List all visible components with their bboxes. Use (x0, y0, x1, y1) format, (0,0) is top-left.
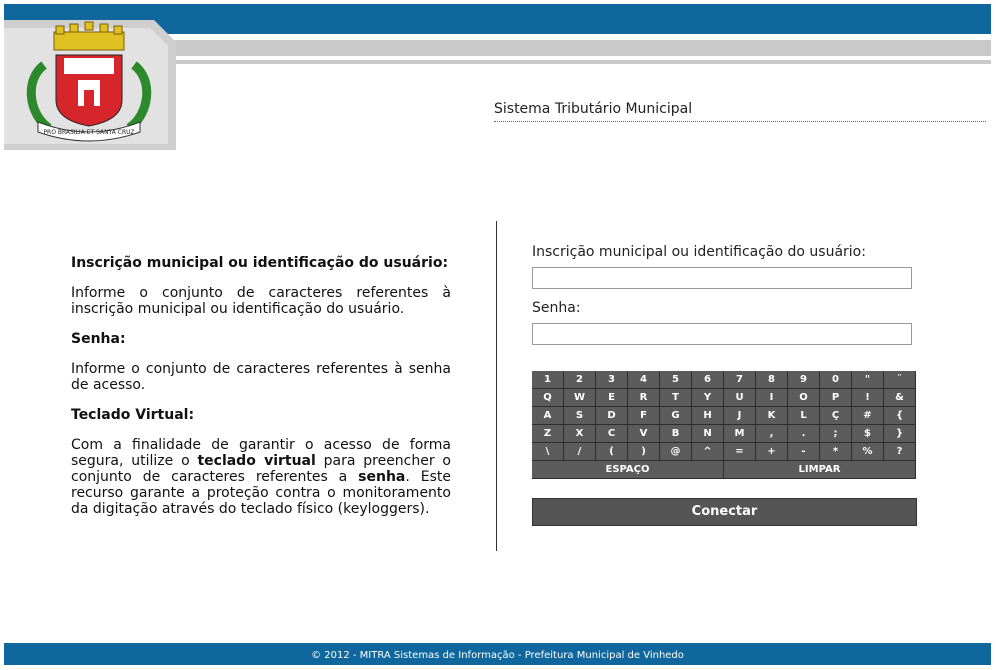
keyboard-key[interactable]: ; (820, 425, 852, 443)
header-band (160, 40, 991, 56)
help-keyboard-heading: Teclado Virtual: (71, 407, 195, 423)
keyboard-key[interactable]: 2 (564, 371, 596, 389)
keyboard-key[interactable]: / (564, 443, 596, 461)
keyboard-key[interactable]: 1 (532, 371, 564, 389)
virtual-keyboard (532, 371, 916, 479)
keyboard-key[interactable]: V (628, 425, 660, 443)
keyboard-key[interactable]: { (884, 407, 916, 425)
keyboard-key[interactable]: M (724, 425, 756, 443)
keyboard-key[interactable]: R (628, 389, 660, 407)
keyboard-key[interactable]: E (596, 389, 628, 407)
keyboard-key[interactable]: X (564, 425, 596, 443)
vertical-divider (496, 221, 497, 551)
keyboard-key[interactable]: ? (884, 443, 916, 461)
keyboard-key[interactable]: A (532, 407, 564, 425)
keyboard-key[interactable]: ! (852, 389, 884, 407)
help-user-text: Informe o conjunto de caracteres referentes à inscrição municipal ou identificação do usuário. (71, 285, 451, 317)
keyboard-key[interactable]: " (852, 371, 884, 389)
help-password-text: Informe o conjunto de caracteres referentes à senha de acesso. (71, 361, 451, 393)
keyboard-row (532, 407, 916, 425)
keyboard-key[interactable]: P (820, 389, 852, 407)
keyboard-key[interactable]: F (628, 407, 660, 425)
keyboard-key[interactable]: S (564, 407, 596, 425)
keyboard-key[interactable]: B (660, 425, 692, 443)
municipal-coat-of-arms-logo (4, 20, 182, 150)
keyboard-key[interactable]: K (756, 407, 788, 425)
keyboard-key[interactable]: T (660, 389, 692, 407)
keyboard-key[interactable]: . (788, 425, 820, 443)
keyboard-key[interactable]: Ç (820, 407, 852, 425)
keyboard-key[interactable]: Q (532, 389, 564, 407)
header-band-lower (175, 60, 991, 64)
connect-button[interactable]: Conectar (532, 498, 917, 526)
keyboard-key[interactable]: U (724, 389, 756, 407)
keyboard-row (532, 371, 916, 389)
clear-key[interactable]: LIMPAR (724, 461, 916, 479)
keyboard-key[interactable]: J (724, 407, 756, 425)
keyboard-key[interactable]: 9 (788, 371, 820, 389)
keyboard-key[interactable]: , (756, 425, 788, 443)
keyboard-key[interactable]: Z (532, 425, 564, 443)
keyboard-row (532, 389, 916, 407)
password-input[interactable] (532, 323, 912, 345)
keyboard-key[interactable]: G (660, 407, 692, 425)
keyboard-key[interactable]: ^ (692, 443, 724, 461)
keyboard-key[interactable]: % (852, 443, 884, 461)
keyboard-key[interactable]: 8 (756, 371, 788, 389)
system-title: Sistema Tributário Municipal (494, 101, 693, 117)
keyboard-key[interactable]: I (756, 389, 788, 407)
keyboard-key[interactable]: C (596, 425, 628, 443)
keyboard-key[interactable]: + (756, 443, 788, 461)
keyboard-key[interactable]: ( (596, 443, 628, 461)
keyboard-key[interactable]: 4 (628, 371, 660, 389)
keyboard-key[interactable]: O (788, 389, 820, 407)
keyboard-key[interactable]: ¨ (884, 371, 916, 389)
help-password-heading: Senha: (71, 331, 126, 347)
keyboard-key[interactable]: D (596, 407, 628, 425)
help-user-heading: Inscrição municipal ou identificação do usuário: (71, 255, 449, 271)
title-divider (494, 121, 986, 122)
keyboard-key[interactable]: - (788, 443, 820, 461)
keyboard-key[interactable]: # (852, 407, 884, 425)
keyboard-key[interactable]: 0 (820, 371, 852, 389)
help-keyboard-text: Com a finalidade de garantir o acesso de forma segura, utilize o teclado virtual para preencher o conjunto de caracteres referentes a senha. Este recurso garante a proteção contra o monitoramento da digitação através do teclado físico (keyloggers). (71, 437, 451, 517)
keyboard-key[interactable]: 5 (660, 371, 692, 389)
keyboard-key[interactable]: $ (852, 425, 884, 443)
keyboard-key[interactable]: W (564, 389, 596, 407)
keyboard-key[interactable]: H (692, 407, 724, 425)
keyboard-key[interactable]: @ (660, 443, 692, 461)
user-input[interactable] (532, 267, 912, 289)
keyboard-row (532, 443, 916, 461)
keyboard-key[interactable]: & (884, 389, 916, 407)
keyboard-key[interactable]: \ (532, 443, 564, 461)
keyboard-key[interactable]: 6 (692, 371, 724, 389)
logo-area (4, 20, 182, 150)
password-label: Senha: (532, 300, 581, 316)
keyboard-key[interactable]: N (692, 425, 724, 443)
keyboard-key[interactable]: Y (692, 389, 724, 407)
logo-motto: PRO BRASILIA ET SANTA CRUZ (43, 129, 135, 136)
space-key[interactable]: ESPAÇO (532, 461, 724, 479)
keyboard-bottom-row (532, 461, 916, 479)
user-label: Inscrição municipal ou identificação do usuário: (532, 244, 866, 260)
keyboard-key[interactable]: } (884, 425, 916, 443)
keyboard-row (532, 425, 916, 443)
keyboard-key[interactable]: 7 (724, 371, 756, 389)
keyboard-key[interactable]: * (820, 443, 852, 461)
keyboard-key[interactable]: = (724, 443, 756, 461)
keyboard-key[interactable]: L (788, 407, 820, 425)
keyboard-key[interactable]: ) (628, 443, 660, 461)
footer: © 2012 - MITRA Sistemas de Informação - Prefeitura Municipal de Vinhedo (4, 643, 991, 665)
help-panel (71, 255, 451, 531)
keyboard-key[interactable]: 3 (596, 371, 628, 389)
login-form (532, 244, 916, 356)
